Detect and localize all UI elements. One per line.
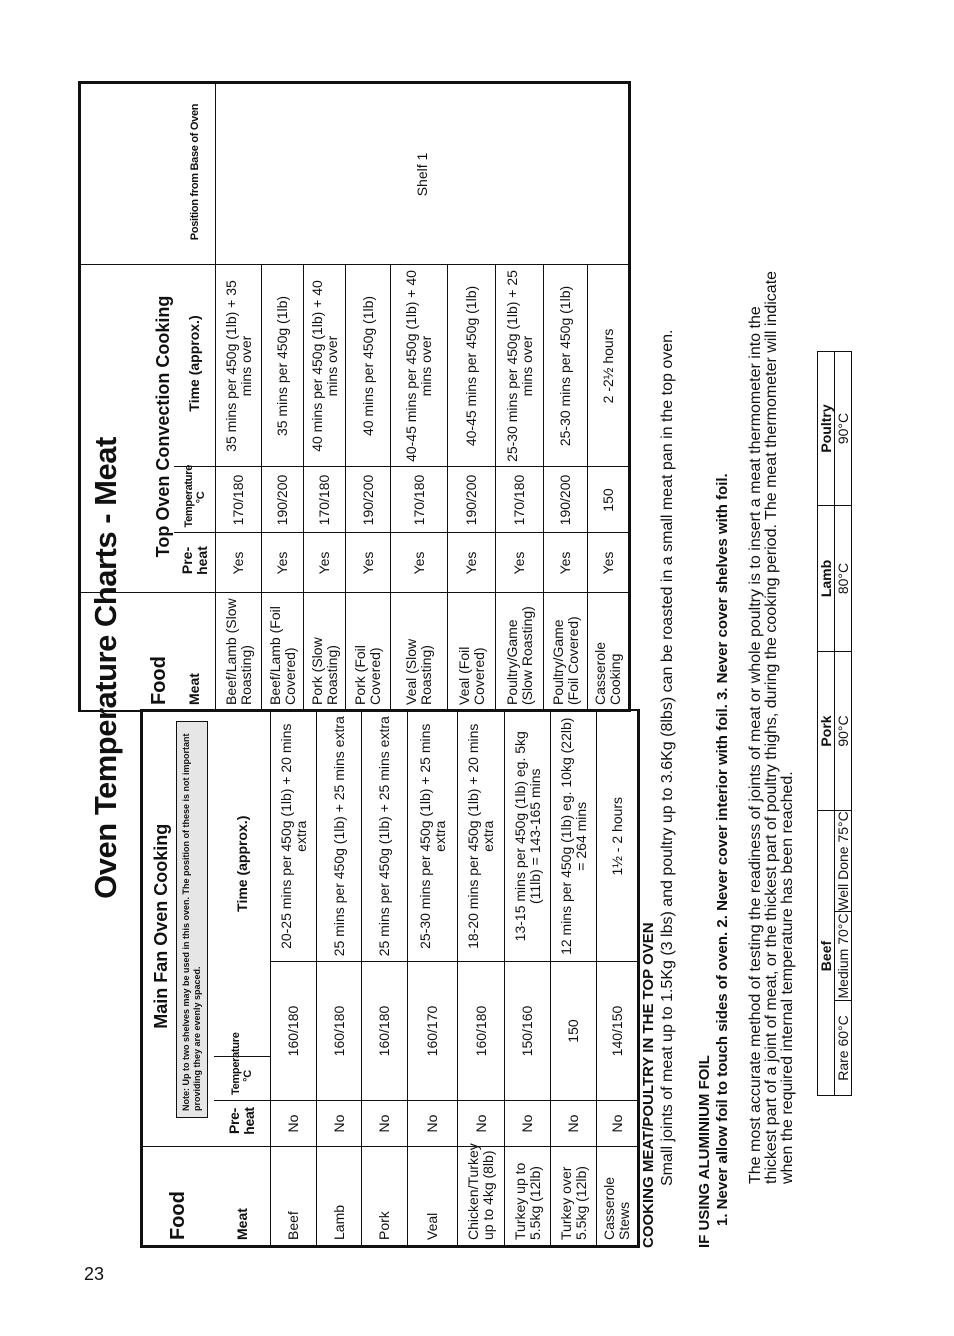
- main-preheat-cell: No: [362, 1101, 408, 1147]
- top-preheat-cell: Yes: [544, 533, 588, 593]
- beef-well-done: Well Done 75°C: [834, 811, 851, 911]
- main-meat-cell: Beef: [271, 1147, 317, 1247]
- main-preheat-cell: No: [408, 1101, 458, 1147]
- main-temp-cell: 150/160: [505, 962, 551, 1101]
- top-preheat-cell: Yes: [262, 533, 304, 593]
- top-meat-cell: Casserole Cooking: [588, 593, 630, 711]
- main-time-cell: 13-15 mins per 450g (1lb) eg. 5kg (11lb) = 143-165 mins: [505, 710, 551, 961]
- top-oven-table: [78, 81, 631, 712]
- main-meat-cell: Casserole Stews: [597, 1147, 639, 1247]
- poultry-temp: 90°C: [835, 352, 852, 506]
- main-time-cell: 25 mins per 450g (1lb) + 25 mins extra: [317, 710, 362, 961]
- page-number: 23: [84, 1264, 105, 1284]
- main-meat-cell: Lamb: [317, 1147, 362, 1247]
- top-col-position: Position from Base of Oven: [174, 83, 216, 265]
- pork-header: Pork: [818, 652, 835, 811]
- top-preheat-cell: Yes: [216, 533, 262, 593]
- main-temp-cell: 160/170: [408, 962, 458, 1101]
- main-time-cell: 12 mins per 450g (1lb) eg. 10kg (22lb) = 264 mins: [551, 710, 597, 961]
- table-row: [551, 710, 597, 1246]
- top-temp-cell: 150: [588, 467, 630, 533]
- beef-medium: Medium 70°C: [835, 912, 852, 1001]
- top-time-cell: 2 -2½ hours: [588, 265, 630, 467]
- table-row: [271, 710, 317, 1246]
- top-meat-cell: Poultry/Game (Slow Roasting): [496, 593, 544, 711]
- shelf-position-cell: Shelf 1: [216, 83, 630, 265]
- top-temp-cell: 190/200: [448, 467, 496, 533]
- main-preheat-cell: No: [551, 1101, 597, 1147]
- top-time-cell: 35 mins per 450g (1lb): [262, 265, 304, 467]
- main-time-cell: 1½ - 2 hours: [597, 710, 639, 961]
- lamb-temp: 80°C: [835, 506, 852, 652]
- top-meat-cell: Beef/Lamb (Foil Covered): [262, 593, 304, 711]
- top-temp-cell: 170/180: [304, 467, 346, 533]
- table-row: [408, 710, 458, 1246]
- table-row: [317, 710, 362, 1246]
- main-preheat-cell: No: [505, 1101, 551, 1147]
- top-time-cell: 40-45 mins per 450g (1lb): [448, 265, 496, 467]
- top-temp-cell: 170/180: [216, 467, 262, 533]
- main-time-cell: 25 mins per 450g (1lb) + 25 mins extra: [362, 710, 408, 961]
- top-temp-cell: 190/200: [544, 467, 588, 533]
- top-preheat-cell: Yes: [588, 533, 630, 593]
- main-fan-oven-table: [140, 709, 640, 1248]
- top-preheat-cell: Yes: [448, 533, 496, 593]
- top-meat-cell: Poultry/Game (Foil Covered): [544, 593, 588, 711]
- top-meat-cell: Pork (Slow Roasting): [304, 593, 346, 711]
- top-time-cell: 35 mins per 450g (1lb) + 35 mins over: [216, 265, 262, 467]
- thermometer-line-2: thickest part of a joint of meat, or the thickest part of poultry thighs, during the cooking period. The meat thermometer will indicate: [763, 270, 780, 1184]
- main-temp-cell: 160/180: [458, 962, 505, 1101]
- top-temp-cell: 170/180: [391, 467, 448, 533]
- top-meat-cell: Pork (Foil Covered): [346, 593, 391, 711]
- main-temp-cell: 160/180: [317, 962, 362, 1101]
- main-col-preheat: Pre-heat: [214, 1101, 271, 1147]
- main-col-time: Time (approx.): [214, 710, 271, 1056]
- pork-temp: 90°C: [835, 652, 852, 811]
- thermometer-line-3: when the required internal temperature has been reached.: [779, 771, 796, 1184]
- table-row: [458, 710, 505, 1246]
- shelf-note: Note: Up to two shelves may be used in this oven. The position of these is not important providing they are evenly spaced.: [176, 721, 208, 1118]
- table-row: [362, 710, 408, 1246]
- table-row: [216, 83, 262, 711]
- top-food-header: Food: [80, 593, 174, 711]
- top-preheat-cell: Yes: [304, 533, 346, 593]
- main-temp-cell: 160/180: [362, 962, 408, 1101]
- main-time-cell: 20-25 mins per 450g (1lb) + 20 mins extra: [271, 710, 317, 961]
- lamb-header: Lamb: [818, 506, 835, 652]
- main-food-header: Food: [142, 1147, 214, 1247]
- main-preheat-cell: No: [271, 1101, 317, 1147]
- page-title: Oven Temperature Charts - Meat: [88, 437, 123, 899]
- main-time-cell: 25-30 mins per 450g (1lb) + 25 mins extra: [408, 710, 458, 961]
- main-meat-cell: Turkey up to 5.5kg (12lb): [505, 1147, 551, 1247]
- main-fan-section-title: Main Fan Oven Cooking: [142, 710, 170, 1146]
- beef-header: Beef: [818, 912, 835, 1001]
- main-col-meat: Meat: [214, 1147, 271, 1247]
- main-col-temperature: Temperature °C: [214, 1057, 271, 1101]
- main-meat-cell: Chicken/Turkey up to 4kg (8lb): [458, 1147, 505, 1247]
- top-col-meat: Meat: [174, 593, 216, 711]
- top-meat-cell: Veal (Foil Covered): [448, 593, 496, 711]
- top-col-preheat: Pre-heat: [174, 533, 216, 593]
- main-temp-cell: 150: [551, 962, 597, 1101]
- top-time-cell: 40-45 mins per 450g (1lb) + 40 mins over: [391, 265, 448, 467]
- main-temp-cell: 160/180: [271, 962, 317, 1101]
- top-time-cell: 40 mins per 450g (1lb): [346, 265, 391, 467]
- main-temp-cell: 140/150: [597, 962, 639, 1101]
- main-preheat-cell: No: [317, 1101, 362, 1147]
- top-oven-section-title: Top Oven Convection Cooking: [80, 265, 174, 593]
- top-temp-cell: 190/200: [346, 467, 391, 533]
- foil-rules: 1. Never allow foil to touch sides of oven. 2. Never cover interior with foil. 3. Never cover shelves with foil.: [714, 473, 731, 1226]
- main-meat-cell: Pork: [362, 1147, 408, 1247]
- main-preheat-cell: No: [458, 1101, 505, 1147]
- top-time-cell: 40 mins per 450g (1lb) + 40 mins over: [304, 265, 346, 467]
- cooking-top-heading: COOKING MEAT/POULTRY IN THE TOP OVEN: [640, 922, 657, 1248]
- foil-heading: IF USING ALUMINIUM FOIL: [696, 1055, 713, 1248]
- top-col-time: Time (approx.): [174, 265, 216, 467]
- main-meat-cell: Turkey over 5.5kg (12lb): [551, 1147, 597, 1247]
- top-preheat-cell: Yes: [496, 533, 544, 593]
- cooking-top-text: Small joints of meat up to 1.5Kg (3 lbs) and poultry up to 3.6Kg (8lbs) can be roasted in a small meat pan in the top oven.: [659, 329, 676, 1186]
- table-row: [505, 710, 551, 1246]
- beef-rare: Rare 60°C: [835, 1001, 852, 1096]
- poultry-header: Poultry: [818, 352, 835, 506]
- internal-temperature-table: [817, 351, 852, 1096]
- main-time-cell: 18-20 mins per 450g (1lb) + 20 mins extra: [458, 710, 505, 961]
- top-preheat-cell: Yes: [391, 533, 448, 593]
- top-time-cell: 25-30 mins per 450g (1lb): [544, 265, 588, 467]
- top-temp-cell: 190/200: [262, 467, 304, 533]
- main-preheat-cell: No: [597, 1101, 639, 1147]
- top-meat-cell: Beef/Lamb (Slow Roasting): [216, 593, 262, 711]
- thermometer-line-1: The most accurate method of testing the readiness of joints of meat or whole poultry is to insert a meat thermometer into the: [747, 306, 764, 1184]
- main-meat-cell: Veal: [408, 1147, 458, 1247]
- top-time-cell: 25-30 mins per 450g (1lb) + 25 mins over: [496, 265, 544, 467]
- top-meat-cell: Veal (Slow Roasting): [391, 593, 448, 711]
- table-row: [597, 710, 639, 1246]
- top-temp-cell: 170/180: [496, 467, 544, 533]
- top-col-temperature: Temperature °C: [174, 467, 216, 533]
- top-preheat-cell: Yes: [346, 533, 391, 593]
